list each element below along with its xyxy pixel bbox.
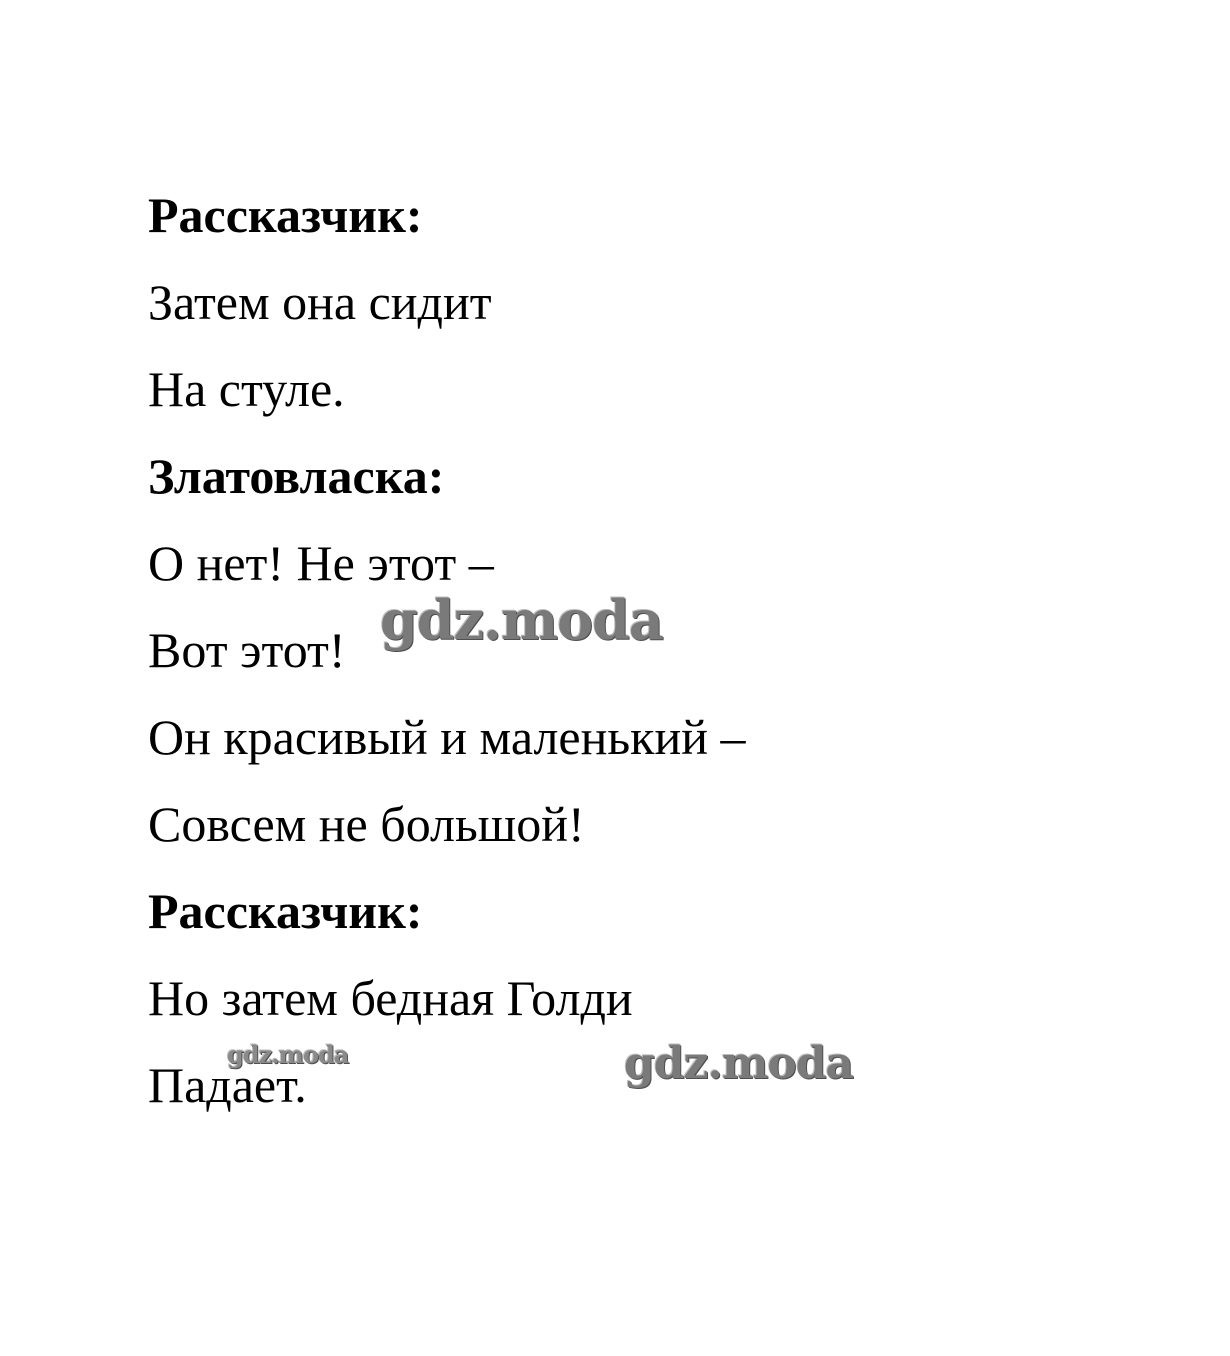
watermark: gdz.moda — [227, 1040, 349, 1069]
script-line: Падает. — [148, 1057, 307, 1113]
script-line: Затем она сидит — [148, 274, 492, 330]
watermark: gdz.moda — [624, 1038, 854, 1089]
speaker-narrator: Рассказчик: — [148, 883, 423, 939]
speaker-narrator: Рассказчик: — [148, 187, 423, 243]
script-line: На стуле. — [148, 361, 345, 417]
watermark: gdz.moda — [380, 588, 663, 652]
speaker-goldilocks: Златовласка: — [148, 448, 445, 504]
script-line: Но затем бедная Голди — [148, 970, 633, 1026]
script-line: О нет! Не этот – — [148, 535, 494, 591]
script-line: Вот этот! — [148, 622, 346, 678]
script-line: Он красивый и маленький – — [148, 709, 746, 765]
script-line: Совсем не большой! — [148, 796, 585, 852]
play-script — [148, 182, 745, 1139]
